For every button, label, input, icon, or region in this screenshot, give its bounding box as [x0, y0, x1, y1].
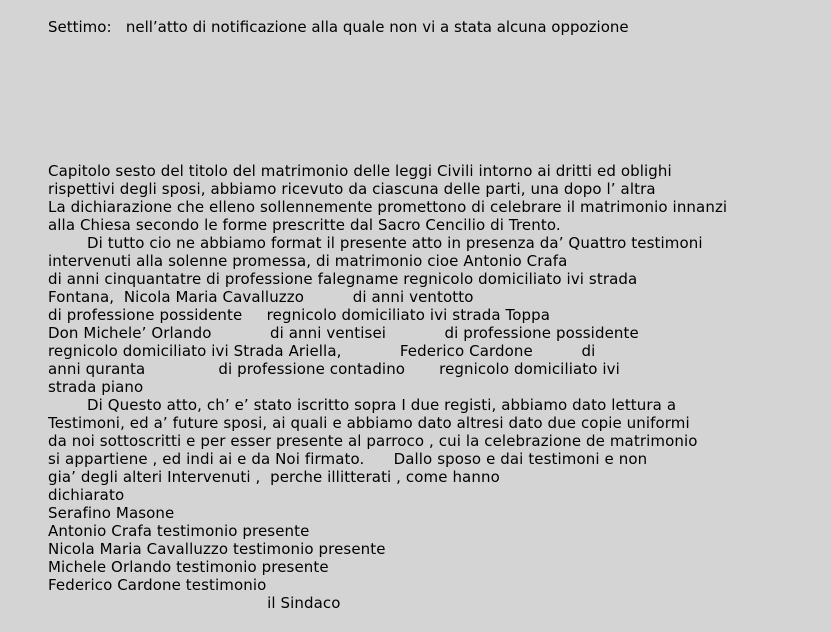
body-line: alla Chiesa secondo le forme prescritte dal Sacro Cencilio di Trento. — [48, 216, 561, 234]
body-line: di anni cinquantatre di professione falegname regnicolo domiciliato ivi strada — [48, 270, 638, 288]
witness-signature: Antonio Crafa testimonio presente — [48, 522, 310, 540]
witness-signature: Nicola Maria Cavalluzzo testimonio presente — [48, 540, 386, 558]
body-line: da noi sottoscritti e per esser presente al parroco , cui la celebrazione de matrimonio — [48, 432, 698, 450]
body-line: Fontana, Nicola Maria Cavalluzzo di anni ventotto — [48, 288, 474, 306]
body-line: Capitolo sesto del titolo del matrimonio delle leggi Civili intorno ai dritti ed oblighi — [48, 162, 672, 180]
body-line: rispettivi degli sposi, abbiamo ricevuto da ciascuna delle parti, una dopo l’ altra — [48, 180, 656, 198]
body-line: dichiarato — [48, 486, 125, 504]
witness-signature: Federico Cardone testimonio — [48, 576, 267, 594]
body-line: di professione possidente regnicolo domiciliato ivi strada Toppa — [48, 306, 551, 324]
body-line: La dichiarazione che elleno sollennemente promettono di celebrare il matrimonio innanzi — [48, 198, 728, 216]
body-line: gia’ degli alteri Intervenuti , perche illitterati , come hanno — [48, 468, 500, 486]
document-body — [48, 162, 727, 612]
body-line: anni quranta di professione contadino regnicolo domiciliato ivi — [48, 360, 620, 378]
body-line: intervenuti alla solenne promessa, di matrimonio cioe Antonio Crafa — [48, 252, 568, 270]
body-line: Testimoni, ed a’ future sposi, ai quali e abbiamo dato altresi dato due copie uniformi — [48, 414, 690, 432]
header-line: Settimo: nell’atto di notificazione alla quale non vi a stata alcuna oppozione — [48, 18, 629, 36]
body-line: strada piano — [48, 378, 144, 396]
body-line: Di tutto cio ne abbiamo format il presente atto in presenza da’ Quattro testimoni — [48, 234, 703, 252]
body-line: regnicolo domiciliato ivi Strada Ariella, Federico Cardone di — [48, 342, 596, 360]
mayor-signature-label: il Sindaco — [48, 594, 341, 612]
body-line: si appartiene , ed indi ai e da Noi firmato. Dallo sposo e dai testimoni e non — [48, 450, 648, 468]
witness-signature: Michele Orlando testimonio presente — [48, 558, 329, 576]
body-line: Don Michele’ Orlando di anni ventisei di professione possidente — [48, 324, 639, 342]
signature-name: Serafino Masone — [48, 504, 175, 522]
body-line: Di Questo atto, ch’ e’ stato iscritto sopra I due registi, abbiamo dato lettura a — [48, 396, 677, 414]
